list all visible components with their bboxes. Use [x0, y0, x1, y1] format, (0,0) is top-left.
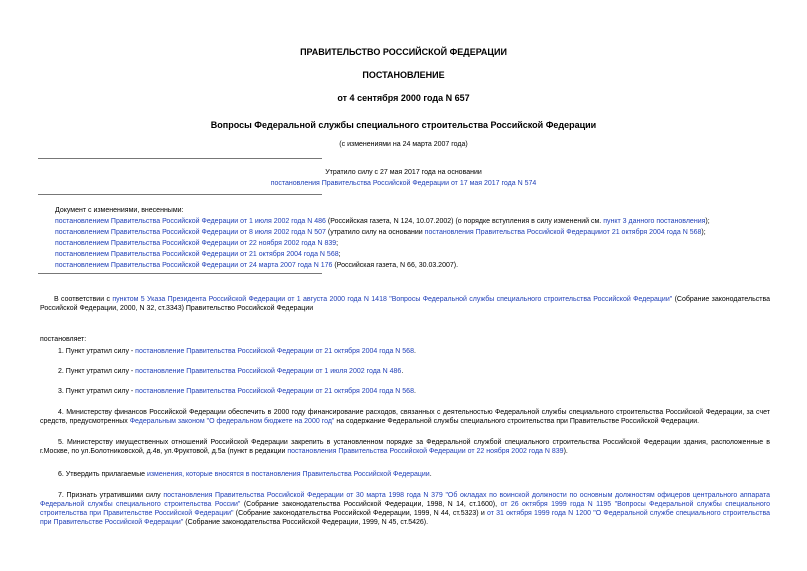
- amendment-link[interactable]: постановлением Правительства Российской Федерации от 22 ноября 2002 года N 839: [55, 240, 337, 247]
- divider: [38, 158, 322, 159]
- divider: [38, 273, 322, 274]
- changes-intro: Документ с изменениями, внесенными:: [55, 207, 184, 214]
- amendment-link[interactable]: постановления Правительства Российской Федерацииот 21 октября 2004 года N 568: [424, 229, 702, 236]
- paragraph-6: 6. Утвердить прилагаемые изменения, которые вносятся в постановления Правительства Российской Федерации.: [58, 471, 432, 478]
- changes-list: [55, 206, 755, 272]
- list-item: постановлением Правительства Российской Федерации от 8 июля 2002 года N 507 (утратило силу на основании постановления Правительства Российской Федерацииот 21 октября 2004 года N 568);: [55, 229, 706, 236]
- amendment-link[interactable]: постановлением Правительства Российской Федерации от 21 октября 2004 года N 568: [55, 251, 339, 258]
- repeal-link[interactable]: постановление Правительства Российской Федерации от 1 июля 2002 года N 486: [135, 368, 402, 375]
- preamble-paragraph: В соответствии с пунктом 5 Указа Президента Российской Федерации от 1 августа 2000 года N 1418 "Вопросы Федеральной службы специального строительства Российской Федерации" (Собрание законодательства Российской Федерации, 2000, N 32, ст.3343) Правительство Российской Федерации: [40, 296, 770, 313]
- amendment-link[interactable]: постановлением Правительства Российской Федерации от 1 июля 2002 года N 486: [55, 218, 326, 225]
- document-title: Вопросы Федеральной службы специального строительства Российской Федерации: [210, 120, 597, 130]
- paragraph-7: 7. Признать утратившими силу постановления Правительства Российской Федерации от 30 марта 1998 года N 379 "Об окладах по воинской должности по основным должностям офицеров центрального аппарата Федеральной службы специального строительства России" (Собрание законодательства Российской Федерации, 1998, N 14, ст.1600), от 26 октября 1999 года N 1195 "Вопросы Федеральной службы специального строительства при Правительстве Российской Федерации" (Собрание законодательства Российской Федерации, 1999, N 44, ст.5323) и от 31 октября 1999 года N 1200 "О Федеральной службе специального строительства при Правительстве Российской Федерации" (Собрание законодательства Российской Федерации, 1999, N 45, ст.5426).: [40, 492, 771, 527]
- divider: [38, 194, 322, 195]
- resolves-text: постановляет:: [40, 336, 87, 343]
- amendment-note: (с изменениями на 24 марта 2007 года): [339, 141, 468, 148]
- list-item: постановлением Правительства Российской Федерации от 22 ноября 2002 года N 839;: [55, 240, 339, 247]
- amendment-link[interactable]: постановлением Правительства Российской Федерации от 24 марта 2007 года N 176: [55, 262, 333, 269]
- edition-link[interactable]: постановления Правительства Российской Федерации от 22 ноября 2002 года N 839: [287, 448, 564, 456]
- doc-type-heading: ПОСТАНОВЛЕНИЕ: [362, 70, 445, 80]
- lost-force-text: Утратило силу с 27 мая 2017 года на основании: [325, 169, 482, 176]
- lost-force-link[interactable]: постановления Правительства Российской Федерации от 17 мая 2017 года N 574: [270, 180, 537, 187]
- amendment-link[interactable]: пункт 3 данного постановления: [603, 218, 706, 225]
- budget-law-link[interactable]: Федеральным законом "О федеральном бюджете на 2000 год": [129, 418, 335, 426]
- decree-link[interactable]: пунктом 5 Указа Президента Российской Федерации от 1 августа 2000 года N 1418 "Вопросы Федеральной службы специального строительства Российской Федерации": [112, 296, 673, 303]
- date-number-heading: от 4 сентября 2000 года N 657: [337, 93, 470, 103]
- list-item: постановлением Правительства Российской Федерации от 24 марта 2007 года N 176 (Российская газета, N 66, 30.03.2007).: [55, 262, 459, 269]
- paragraph-4: 4. Министерству финансов Российской Федерации обеспечить в 2000 году финансирование расходов, связанных с деятельностью Федеральной службы специального строительства Российской Федерации, за счет средств, предусмотренных Федеральным законом "О федеральном бюджете на 2000 год" на содержание Федеральной службы специального строительства при Правительстве Российской Федерации.: [40, 409, 770, 426]
- list-item: постановлением Правительства Российской Федерации от 1 июля 2002 года N 486 (Российская газета, N 124, 10.07.2002) (о порядке вступления в силу изменений см. пункт 3 данного постановления);: [55, 218, 710, 225]
- repealed-decree-link[interactable]: от 31 октября 1999 года N 1200 "О Федеральной службе специального строительства при Правительстве Российской Федерации": [40, 510, 770, 527]
- repealed-decree-link[interactable]: от 26 октября 1999 года N 1195 "Вопросы Федеральной службы специального строительства при Правительстве Российской Федерации": [40, 501, 771, 518]
- paragraph-2: 2. Пункт утратил силу - постановление Правительства Российской Федерации от 1 июля 2002 года N 486.: [58, 368, 404, 375]
- repeal-link[interactable]: постановление Правительства Российской Федерации от 21 октября 2004 года N 568: [135, 348, 414, 355]
- repeal-link[interactable]: постановление Правительства Российской Федерации от 21 октября 2004 года N 568: [135, 388, 414, 395]
- amendment-link[interactable]: постановлением Правительства Российской Федерации от 8 июля 2002 года N 507: [55, 229, 326, 236]
- changes-link[interactable]: изменения, которые вносятся в постановления Правительства Российской Федерации: [146, 471, 430, 478]
- paragraph-1: 1. Пункт утратил силу - постановление Правительства Российской Федерации от 21 октября 2004 года N 568.: [58, 348, 416, 355]
- paragraph-5: 5. Министерству имущественных отношений Российской Федерации закрепить в установленном порядке за Федеральной службой специального строительства Российской Федерации здания, расположенные в г.Москве, по ул.Болотниковской, д.4в, ул.Фруктовой, д.5а (пункт в редакции постановления Правительства Российской Федерации от 22 ноября 2002 года N 839).: [40, 439, 770, 456]
- government-heading: ПРАВИТЕЛЬСТВО РОССИЙСКОЙ ФЕДЕРАЦИИ: [300, 47, 507, 57]
- paragraph-3: 3. Пункт утратил силу - постановление Правительства Российской Федерации от 21 октября 2004 года N 568.: [58, 388, 416, 395]
- list-item: постановлением Правительства Российской Федерации от 21 октября 2004 года N 568;: [55, 251, 341, 258]
- repealed-decree-link[interactable]: постановления Правительства Российской Федерации от 30 марта 1998 года N 379 "Об окладах по воинской должности по основным должностям офицеров центрального аппарата Федеральной службы специального строительства России": [40, 492, 770, 509]
